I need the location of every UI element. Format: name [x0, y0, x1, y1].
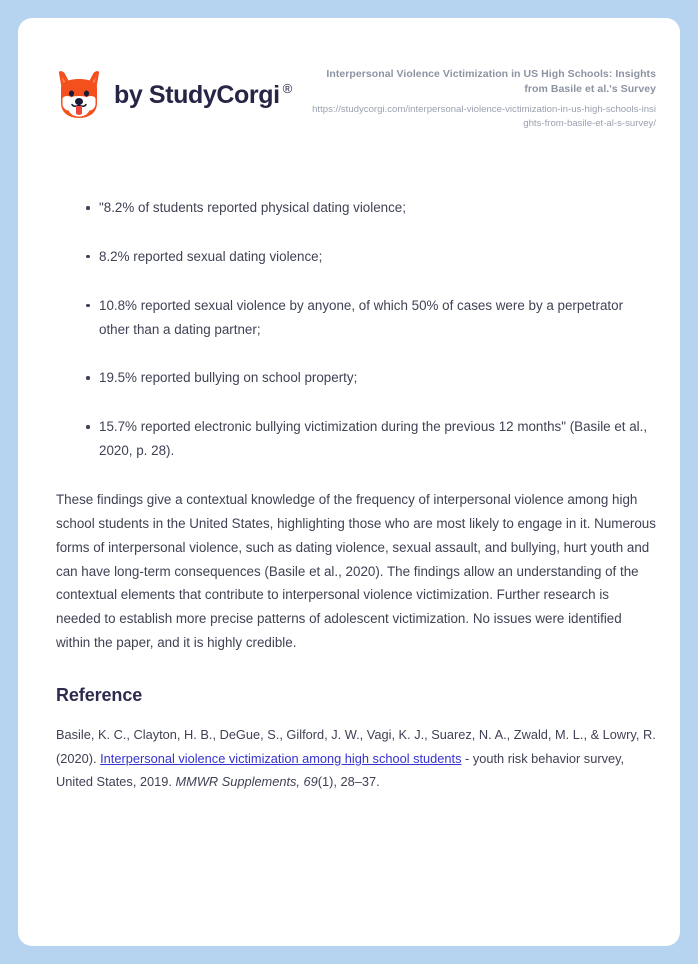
reference-after-link: - youth risk behavior survey, United States, 2019.: [56, 750, 625, 790]
brand-wordmark: [114, 80, 293, 109]
reference-journal: MMWR Supplements, 69: [175, 774, 318, 790]
reference-link[interactable]: Interpersonal violence victimization among high school students: [100, 750, 462, 766]
reference-citation: [56, 723, 656, 794]
reference-authors: Basile, K. C., Clayton, H. B., DeGue, S., Gilford, J. W., Vagi, K. J., Suarez, N. A., Zwald, M. L., & Lowry, R. (2020).: [56, 727, 656, 766]
reference-heading: Reference: [56, 685, 143, 706]
page-header: [56, 58, 656, 134]
brand-block[interactable]: [56, 58, 292, 120]
list-item: 8.2% reported sexual dating violence;: [56, 245, 656, 269]
findings-list: [56, 196, 656, 463]
corgi-logo-icon: [56, 70, 102, 120]
document-title: Interpersonal Violence Victimization in US High Schools: Insights from Basile et al.'s Survey: [326, 68, 656, 95]
page-content: [56, 58, 656, 794]
header-meta: [311, 58, 656, 131]
page-card: [18, 18, 680, 946]
list-item: 15.7% reported electronic bullying victimization during the previous 12 months" (Basile et al., 2020, p. 28).: [56, 415, 656, 463]
list-item: 10.8% reported sexual violence by anyone, of which 50% of cases were by a perpetrator other than a dating partner;: [56, 294, 656, 342]
reference-journal-tail: (1), 28–37.: [317, 774, 380, 790]
brand-wordmark-text: by StudyCorgi: [114, 80, 280, 109]
list-item: "8.2% of students reported physical dating violence;: [56, 196, 656, 220]
document-url[interactable]: https://studycorgi.com/interpersonal-violence-victimization-in-us-high-schools-insights-from-basile-et-al-s-survey/: [312, 103, 656, 129]
registered-trademark-icon: ®: [282, 80, 293, 96]
body-paragraph: These findings give a contextual knowledge of the frequency of interpersonal violence among high school students in the United States, highlighting those who are most likely to engage in it. Numerous forms of interpersonal violence, such as dating violence, sexual assault, and bullying, hurt youth and can have long-term consequences (Basile et al., 2020). The findings allow an understanding of the contextual elements that contribute to interpersonal violence victimization. Further research is needed to establish more precise patterns of adolescent victimization. No issues were identified within the paper, and it is highly credible.: [56, 492, 656, 651]
list-item: 19.5% reported bullying on school property;: [56, 366, 656, 390]
